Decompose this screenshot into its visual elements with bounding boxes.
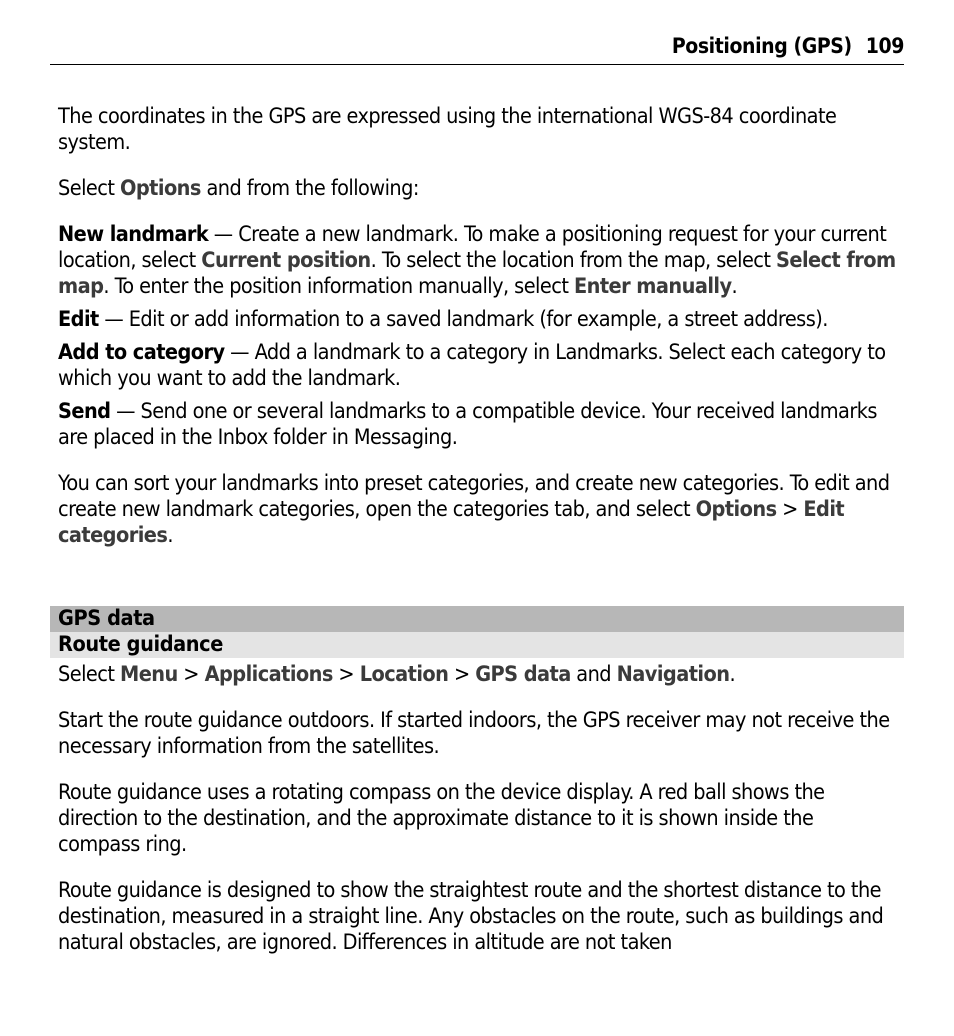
page-number: 109 bbox=[865, 34, 904, 58]
page-header bbox=[50, 34, 904, 65]
chapter-title: Positioning (GPS) bbox=[671, 34, 852, 58]
subsection-heading-route-guidance: Route guidance bbox=[50, 632, 904, 658]
term-send: Send bbox=[58, 399, 111, 424]
keyword-options: Options bbox=[695, 497, 777, 522]
sort-paragraph: You can sort your landmarks into preset categories, and create new categories. To edit and create new landmark categories, open the categories tab, and select Options > Edit categories. bbox=[58, 471, 890, 548]
paragraph-compass: Route guidance uses a rotating compass on the device display. A red ball shows the direction to the destination, and the approximate distance to it is shown inside the compass ring. bbox=[58, 780, 825, 857]
keyword-applications: Applications bbox=[204, 662, 333, 687]
keyword-select-from-map: Select from map bbox=[58, 248, 896, 299]
keyword-menu: Menu bbox=[119, 662, 178, 687]
menu-path-line: Select Menu > Applications > Location > GPS data and Navigation. bbox=[58, 662, 736, 687]
keyword-location: Location bbox=[359, 662, 449, 687]
keyword-current-position: Current position bbox=[201, 248, 371, 273]
item-edit: Edit — Edit or add information to a saved landmark (for example, a street address). bbox=[58, 307, 828, 332]
paragraph-straight-route: Route guidance is designed to show the straightest route and the shortest distance to the destination, measured in a straight line. Any obstacles on the route, such as buildings and natural obstacles, are ignored. Differences in altitude are not taken bbox=[58, 878, 884, 955]
paragraph-outdoors: Start the route guidance outdoors. If started indoors, the GPS receiver may not receive the necessary information from the satellites. bbox=[58, 708, 890, 759]
term-edit: Edit bbox=[58, 307, 99, 332]
keyword-gps-data: GPS data bbox=[475, 662, 571, 687]
options-keyword: Options bbox=[119, 176, 201, 201]
section-heading-gps-data: GPS data bbox=[50, 606, 904, 632]
page-body-top bbox=[58, 104, 898, 549]
keyword-edit-categories: Edit categories bbox=[58, 497, 845, 548]
select-options-line: Select Options and from the following: bbox=[58, 176, 419, 201]
keyword-navigation: Navigation bbox=[616, 662, 730, 687]
intro-paragraph: The coordinates in the GPS are expressed using the international WGS-84 coordinate system. bbox=[58, 104, 837, 155]
keyword-enter-manually: Enter manually bbox=[573, 274, 732, 299]
term-add-to-category: Add to category bbox=[58, 340, 225, 365]
page-body-bottom bbox=[58, 662, 898, 956]
item-send: Send — Send one or several landmarks to a compatible device. Your received landmarks are placed in the Inbox folder in Messaging. bbox=[58, 399, 877, 450]
item-new-landmark: New landmark — Create a new landmark. To make a positioning request for your current location, select Current position. To select the location from the map, select Select from map. To enter the position information manually, select Enter manually. bbox=[58, 222, 896, 299]
term-new-landmark: New landmark bbox=[58, 222, 209, 247]
item-add-to-category: Add to category — Add a landmark to a category in Landmarks. Select each category to which you want to add the landmark. bbox=[58, 340, 886, 391]
